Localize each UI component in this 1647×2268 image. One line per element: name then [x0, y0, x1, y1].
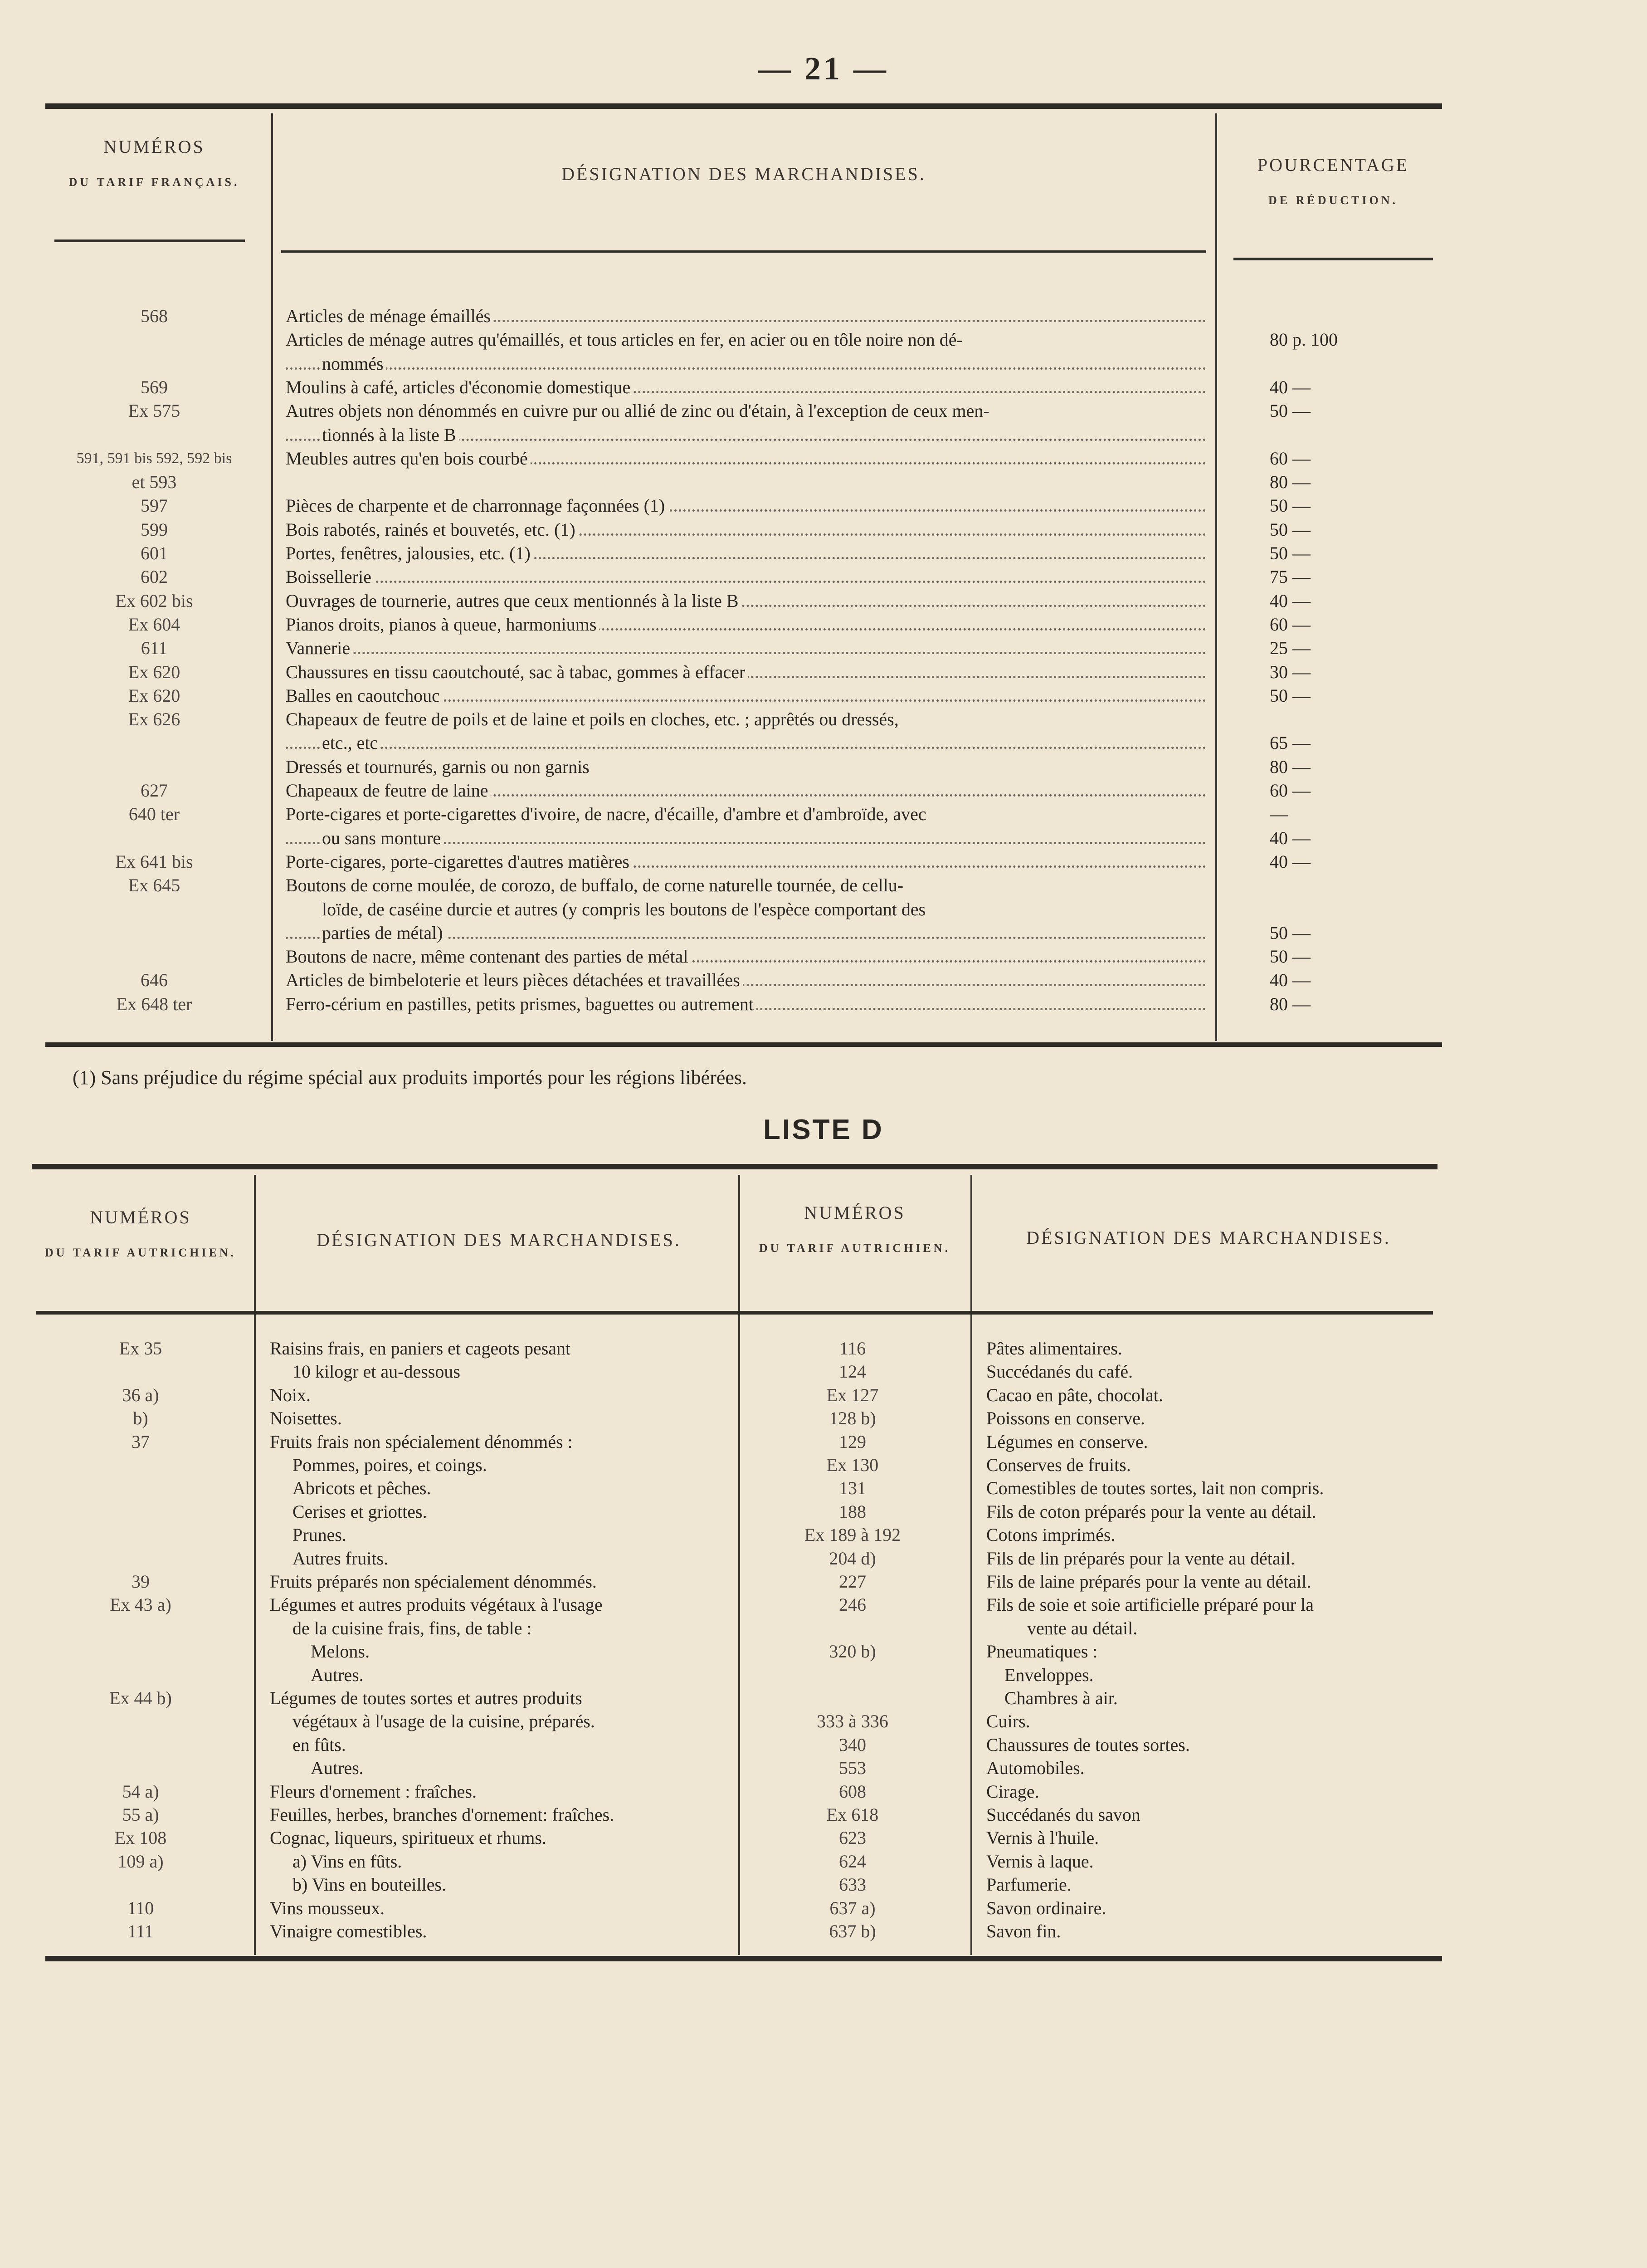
- leader-dots: [286, 367, 1206, 370]
- left-row-description: Légumes et autres produits végétaux à l'usage: [270, 1594, 603, 1615]
- top-row-description: [286, 423, 1206, 447]
- top-row-percentage: 40 —: [1270, 970, 1311, 990]
- top-row-number: [41, 755, 268, 779]
- top-row-percentage: 80 —: [1270, 757, 1311, 777]
- left-row-number: 36 a): [122, 1385, 159, 1405]
- left-row-description: de la cuisine frais, fins, de table :: [292, 1618, 532, 1638]
- top-row-description-text: Vannerie: [286, 638, 353, 658]
- right-row-description: Fils de lin préparés pour la vente au détail.: [986, 1548, 1295, 1569]
- top-row-description-text: etc., etc: [322, 733, 380, 753]
- left-row-description: Melons.: [311, 1641, 370, 1662]
- left-row-description: Abricots et pêches.: [292, 1478, 431, 1498]
- top-row-description: [286, 826, 1206, 850]
- top-row-percentage: [1270, 873, 1433, 898]
- right-row-description: Fils de laine préparés pour la vente au détail.: [986, 1571, 1311, 1592]
- top-row-percentage: 25 —: [1270, 638, 1311, 658]
- right-row-description: Parfumerie.: [986, 1874, 1072, 1895]
- right-row-number: 124: [839, 1361, 866, 1382]
- top-row-description-text: Balles en caoutchouc: [286, 685, 443, 706]
- top-pct-header-main: POURCENTAGE: [1257, 155, 1409, 175]
- left-row-number: 111: [127, 1921, 154, 1941]
- top-row-number: [41, 352, 268, 376]
- top-row-description: [286, 873, 1206, 898]
- right-row-description: Chambres à air.: [1004, 1688, 1118, 1708]
- top-row-description-text: Pièces de charpente et de charronnage façonnées (1): [286, 495, 668, 516]
- right-row-number: 188: [839, 1501, 866, 1522]
- bottom-right-desc-header: [979, 1227, 1437, 1248]
- top-row-percentage: 80 p. 100: [1270, 329, 1338, 350]
- top-row-description: [286, 352, 1206, 376]
- left-row-number: Ex 35: [119, 1338, 162, 1359]
- right-row-description: vente au détail.: [1027, 1618, 1138, 1638]
- left-row-number: Ex 108: [114, 1828, 167, 1848]
- left-row-number: [36, 1501, 245, 1523]
- leader-dots: [286, 581, 1206, 583]
- right-row-description: Savon fin.: [986, 1921, 1061, 1941]
- top-row-description-text: Bois rabotés, rainés et bouvetés, etc. (1): [286, 519, 578, 540]
- top-row-description: [286, 446, 1206, 471]
- top-row-percentage: 50 —: [1270, 495, 1311, 516]
- bottom-col-divider-3: [970, 1175, 972, 1955]
- right-row-description: Savon ordinaire.: [986, 1898, 1106, 1918]
- top-row-description-text: Articles de ménage autres qu'émaillés, et tous articles en fer, en acier ou en tôle noire non dé-: [286, 329, 965, 350]
- left-row-number: [36, 1477, 245, 1500]
- top-row-description: [286, 589, 1206, 613]
- bottom-table-bottom-rule: [45, 1956, 1442, 1961]
- right-row-number: 320 b): [829, 1641, 876, 1662]
- top-row-description-text: Boutons de corne moulée, de corozo, de buffalo, de corne naturelle tournée, de cellu-: [286, 875, 906, 895]
- top-row-percentage: 50 —: [1270, 923, 1311, 943]
- top-row-number: Ex 626: [128, 709, 180, 729]
- top-row-percentage: 60 —: [1270, 780, 1311, 801]
- top-row-number: 646: [141, 970, 168, 990]
- right-row-number: [744, 1617, 961, 1640]
- left-row-number: [36, 1757, 245, 1779]
- right-row-description: Chaussures de toutes sortes.: [986, 1735, 1190, 1755]
- bottom-left-desc-header-main: DÉSIGNATION DES MARCHANDISES.: [317, 1230, 681, 1250]
- top-row-description-text: Ouvrages de tournerie, autres que ceux mentionnés à la liste B: [286, 591, 741, 611]
- top-row-number: 602: [141, 567, 168, 587]
- top-row-number: [41, 921, 268, 945]
- top-row-description: [286, 684, 1206, 708]
- top-row-description: [286, 921, 1206, 945]
- top-row-percentage: 60 —: [1270, 448, 1311, 469]
- left-row-description: Pommes, poires, et coings.: [292, 1455, 487, 1475]
- right-row-number: 553: [839, 1758, 866, 1778]
- right-row-number: Ex 130: [826, 1455, 879, 1475]
- top-row-percentage: —: [1270, 804, 1288, 824]
- right-row-number: 128 b): [829, 1408, 876, 1428]
- left-row-number: [36, 1640, 245, 1663]
- top-row-percentage: 75 —: [1270, 567, 1311, 587]
- top-row-number: 591, 591 bis 592, 592 bis: [76, 450, 232, 467]
- top-num-header-main: NUMÉROS: [103, 137, 205, 157]
- top-row-number: Ex 575: [128, 401, 180, 421]
- left-row-description: végétaux à l'usage de la cuisine, préparés.: [292, 1711, 595, 1731]
- right-row-number: 129: [839, 1432, 866, 1452]
- left-row-number: 37: [132, 1432, 150, 1452]
- top-row-percentage: [1270, 897, 1433, 922]
- top-row-description-text: ou sans monture: [322, 828, 443, 848]
- left-row-number: [36, 1617, 245, 1640]
- top-row-description: [286, 541, 1206, 566]
- liste-title: LISTE D: [763, 1114, 884, 1145]
- left-row-number: [36, 1360, 245, 1383]
- top-row-description-text: loïde, de caséine durcie et autres (y compris les boutons de l'espèce comportant des: [322, 899, 928, 919]
- top-row-number: Ex 641 bis: [115, 851, 193, 872]
- right-row-number: 637 b): [829, 1921, 876, 1941]
- right-row-number: Ex 618: [826, 1804, 879, 1825]
- left-row-description: Cerises et griottes.: [292, 1501, 427, 1522]
- left-row-description: Noix.: [270, 1385, 311, 1405]
- top-row-description-text: Porte-cigares et porte-cigarettes d'ivoire, de nacre, d'écaille, d'ambre et d'ambroïde, avec: [286, 804, 929, 824]
- top-row-description-text: Chapeaux de feutre de laine: [286, 780, 491, 801]
- top-row-description-text: Dressés et tournurés, garnis ou non garnis: [286, 757, 592, 777]
- top-row-percentage: 65 —: [1270, 733, 1311, 753]
- top-row-percentage: 60 —: [1270, 614, 1311, 635]
- top-row-description-text: Boutons de nacre, même contenant des parties de métal: [286, 946, 691, 967]
- top-desc-header-main: DÉSIGNATION DES MARCHANDISES.: [561, 164, 926, 184]
- left-row-description: Autres.: [311, 1758, 364, 1778]
- left-row-description: Noisettes.: [270, 1408, 342, 1428]
- top-row-description-text: Articles de ménage émaillés: [286, 306, 493, 326]
- top-row-number: 627: [141, 780, 168, 801]
- top-row-description: [286, 304, 1206, 328]
- top-row-description: [286, 850, 1206, 874]
- right-row-number: 624: [839, 1851, 866, 1872]
- top-row-percentage: [1270, 304, 1433, 328]
- right-row-number: 333 à 336: [817, 1711, 888, 1731]
- bottom-left-num-header: [32, 1207, 249, 1260]
- right-row-description: Poissons en conserve.: [986, 1408, 1145, 1428]
- top-row-number: Ex 602 bis: [115, 591, 193, 611]
- top-row-description: [286, 636, 1206, 660]
- top-row-description: [286, 707, 1206, 732]
- top-row-percentage: 40 —: [1270, 851, 1311, 872]
- top-row-description-text: Chapeaux de feutre de poils et de laine et poils en cloches, etc. ; apprêtés ou dressés,: [286, 709, 901, 729]
- right-row-number: 623: [839, 1828, 866, 1848]
- top-table-top-rule: [45, 103, 1442, 109]
- leader-dots: [286, 747, 1206, 749]
- top-row-description-text: Boissellerie: [286, 567, 374, 587]
- left-row-description: Légumes de toutes sortes et autres produits: [270, 1688, 582, 1708]
- top-row-description-text: parties de métal): [322, 923, 446, 943]
- bottom-left-desc-header: [263, 1229, 735, 1251]
- left-row-description: Raisins frais, en paniers et cageots pesant: [270, 1338, 571, 1359]
- top-row-description-text: Ferro-cérium en pastilles, petits prismes, baguettes ou autrement: [286, 994, 756, 1014]
- right-row-number: [744, 1687, 961, 1710]
- top-row-number: Ex 604: [128, 614, 180, 635]
- top-row-description-text: nommés: [322, 353, 386, 374]
- left-row-description: Fruits préparés non spécialement dénommés.: [270, 1571, 597, 1592]
- left-row-number: 110: [127, 1898, 154, 1918]
- left-row-number: 54 a): [122, 1781, 159, 1802]
- footnote: (1) Sans préjudice du régime spécial aux produits importés pour les régions libérées.: [73, 1066, 747, 1089]
- left-row-description: Vinaigre comestibles.: [270, 1921, 427, 1941]
- right-row-description: Pneumatiques :: [986, 1641, 1098, 1662]
- left-row-description: 10 kilogr et au-dessous: [292, 1361, 460, 1382]
- right-row-description: Cirage.: [986, 1781, 1039, 1802]
- right-row-number: 246: [839, 1594, 866, 1615]
- right-row-number: 227: [839, 1571, 866, 1592]
- top-row-number: 640 ter: [128, 804, 180, 824]
- page-number: — 21 —: [758, 50, 889, 87]
- top-row-number: [41, 731, 268, 755]
- right-row-description: Cotons imprimés.: [986, 1525, 1116, 1545]
- top-row-percentage: 50 —: [1270, 519, 1311, 540]
- left-row-number: [36, 1873, 245, 1896]
- top-table-bottom-rule: [45, 1042, 1442, 1047]
- bottom-col-divider-2: [738, 1175, 740, 1955]
- top-row-number: [41, 423, 268, 447]
- top-row-percentage: 50 —: [1270, 543, 1311, 563]
- left-row-description: Autres fruits.: [292, 1548, 389, 1569]
- left-row-number: [36, 1454, 245, 1476]
- top-row-description: [286, 778, 1206, 803]
- top-row-percentage: 40 —: [1270, 377, 1311, 397]
- top-row-percentage: 30 —: [1270, 662, 1311, 682]
- bottom-header-underline: [36, 1311, 1433, 1315]
- top-row-description-text: Portes, fenêtres, jalousies, etc. (1): [286, 543, 533, 563]
- right-row-number: 633: [839, 1874, 866, 1895]
- right-row-description: Automobiles.: [986, 1758, 1085, 1778]
- left-row-number: [36, 1547, 245, 1570]
- top-row-number: 597: [141, 495, 168, 516]
- top-row-description: [286, 944, 1206, 969]
- right-row-description: Conserves de fruits.: [986, 1455, 1131, 1475]
- top-pct-header-sub: DE RÉDUCTION.: [1268, 194, 1398, 207]
- top-row-description: [286, 494, 1206, 518]
- top-row-description: [286, 565, 1206, 589]
- top-row-percentage: [1270, 707, 1433, 732]
- bottom-left-num-header-main: NUMÉROS: [90, 1207, 191, 1227]
- right-row-number: 131: [839, 1478, 866, 1498]
- top-row-description: [286, 802, 1206, 826]
- right-row-description: Comestibles de toutes sortes, lait non compris.: [986, 1478, 1324, 1498]
- right-row-description: Succédanés du savon: [986, 1804, 1140, 1825]
- top-table-col-divider-2: [1215, 113, 1217, 1041]
- left-row-description: b) Vins en bouteilles.: [292, 1874, 447, 1895]
- bottom-right-num-header-main: NUMÉROS: [804, 1202, 906, 1223]
- top-row-description: [286, 399, 1206, 423]
- top-row-description-text: Meubles autres qu'en bois courbé: [286, 448, 531, 469]
- right-row-description: Légumes en conserve.: [986, 1432, 1148, 1452]
- left-row-description: Prunes.: [292, 1525, 346, 1545]
- top-row-number: Ex 648 ter: [116, 994, 192, 1014]
- right-row-number: 608: [839, 1781, 866, 1802]
- right-row-number: Ex 127: [826, 1385, 879, 1405]
- right-row-description: Fils de soie et soie artificielle préparé pour la: [986, 1594, 1314, 1615]
- top-row-description-text: Articles de bimbeloterie et leurs pièces détachées et travaillées: [286, 970, 743, 990]
- top-row-description: [286, 968, 1206, 992]
- right-row-number: 340: [839, 1735, 866, 1755]
- left-row-number: 39: [132, 1571, 150, 1592]
- top-row-description: [286, 518, 1206, 542]
- top-row-number: [41, 944, 268, 969]
- top-row-percentage: [1270, 423, 1433, 447]
- top-row-percentage: [1270, 352, 1433, 376]
- left-row-number: Ex 43 a): [110, 1594, 171, 1615]
- bottom-right-num-header: [744, 1202, 966, 1255]
- top-row-description-text: Pianos droits, pianos à queue, harmoniums: [286, 614, 599, 635]
- top-row-number: 601: [141, 543, 168, 563]
- top-desc-header: [281, 163, 1206, 185]
- top-row-percentage: 40 —: [1270, 591, 1311, 611]
- num-header-underline: [54, 240, 245, 242]
- top-row-description: [286, 755, 1206, 779]
- left-row-description: Feuilles, herbes, branches d'ornement: fraîches.: [270, 1804, 614, 1825]
- top-row-description-text: tionnés à la liste B: [322, 425, 459, 445]
- top-row-description: [286, 660, 1206, 684]
- left-row-description: en fûts.: [292, 1735, 346, 1755]
- bottom-right-num-header-sub: DU TARIF AUTRICHIEN.: [759, 1242, 951, 1255]
- top-row-percentage: 50 —: [1270, 685, 1311, 706]
- left-row-number: Ex 44 b): [109, 1688, 172, 1708]
- right-row-description: Pâtes alimentaires.: [986, 1338, 1122, 1359]
- top-row-number: Ex 620: [128, 685, 180, 706]
- left-row-number: [36, 1524, 245, 1546]
- left-row-description: a) Vins en fûts.: [292, 1851, 402, 1872]
- right-row-number: Ex 189 à 192: [804, 1525, 901, 1545]
- left-row-description: Fleurs d'ornement : fraîches.: [270, 1781, 477, 1802]
- top-row-description: [286, 612, 1206, 637]
- right-row-number: [744, 1664, 961, 1686]
- right-row-description: Cuirs.: [986, 1711, 1030, 1731]
- right-row-number: 204 d): [829, 1548, 876, 1569]
- top-row-number: [41, 826, 268, 850]
- left-row-number: b): [133, 1408, 148, 1428]
- top-row-percentage: 80 —: [1270, 994, 1311, 1014]
- top-row-description-text: Chaussures en tissu caoutchouté, sac à tabac, gommes à effacer: [286, 662, 748, 682]
- top-row-number: 611: [141, 638, 168, 658]
- top-row-description: [286, 327, 1206, 352]
- right-row-description: Vernis à laque.: [986, 1851, 1094, 1872]
- top-row-percentage: 40 —: [1270, 828, 1311, 848]
- right-row-description: Enveloppes.: [1004, 1665, 1094, 1685]
- top-row-description: [286, 992, 1206, 1017]
- left-row-description: Fruits frais non spécialement dénommés :: [270, 1432, 573, 1452]
- top-num-header: [54, 136, 254, 189]
- right-row-description: Vernis à l'huile.: [986, 1828, 1099, 1848]
- top-row-percentage: 50 —: [1270, 946, 1311, 967]
- top-row-number: Ex 620: [128, 662, 180, 682]
- top-row-number: et 593: [132, 472, 177, 492]
- right-row-description: Cacao en pâte, chocolat.: [986, 1385, 1163, 1405]
- top-row-number: [41, 897, 268, 922]
- top-pct-header: [1224, 154, 1442, 207]
- top-row-percentage: 80 —: [1270, 472, 1311, 492]
- bottom-left-num-header-sub: DU TARIF AUTRICHIEN.: [44, 1246, 237, 1259]
- top-row-description: [286, 731, 1206, 755]
- bottom-right-desc-header-main: DÉSIGNATION DES MARCHANDISES.: [1026, 1227, 1391, 1248]
- top-row-number: [41, 327, 268, 352]
- right-row-number: 116: [839, 1338, 866, 1359]
- top-row-number: 599: [141, 519, 168, 540]
- top-row-number: 568: [141, 306, 168, 326]
- left-row-number: 55 a): [122, 1804, 159, 1825]
- left-row-description: Vins mousseux.: [270, 1898, 385, 1918]
- top-table-col-divider-1: [271, 113, 273, 1041]
- top-row-description: [286, 897, 1206, 922]
- left-row-number: 109 a): [117, 1851, 164, 1872]
- left-row-description: Cognac, liqueurs, spiritueux et rhums.: [270, 1828, 546, 1848]
- top-num-header-sub: DU TARIF FRANÇAIS.: [68, 176, 240, 189]
- top-row-description-text: Moulins à café, articles d'économie domestique: [286, 377, 633, 397]
- desc-header-underline: [281, 250, 1206, 253]
- bottom-table-top-rule: [32, 1164, 1437, 1169]
- left-row-number: [36, 1664, 245, 1686]
- top-row-description: [286, 375, 1206, 400]
- left-row-number: [36, 1710, 245, 1733]
- top-row-description-text: [286, 472, 288, 492]
- top-row-percentage: 50 —: [1270, 401, 1311, 421]
- top-row-description-text: Autres objets non dénommés en cuivre pur ou allié de zinc ou d'étain, à l'exception de ceux men-: [286, 401, 992, 421]
- leader-dots: [286, 652, 1206, 654]
- top-row-description-text: Porte-cigares, porte-cigarettes d'autres matières: [286, 851, 632, 872]
- top-row-number: Ex 645: [128, 875, 180, 895]
- pct-header-underline: [1233, 258, 1433, 260]
- left-row-description: Autres.: [311, 1665, 364, 1685]
- right-row-description: Fils de coton préparés pour la vente au détail.: [986, 1501, 1316, 1522]
- bottom-col-divider-1: [254, 1175, 256, 1955]
- right-row-description: Succédanés du café.: [986, 1361, 1133, 1382]
- top-row-number: 569: [141, 377, 168, 397]
- top-row-description: [286, 470, 1206, 494]
- left-row-number: [36, 1734, 245, 1756]
- right-row-number: 637 a): [829, 1898, 876, 1918]
